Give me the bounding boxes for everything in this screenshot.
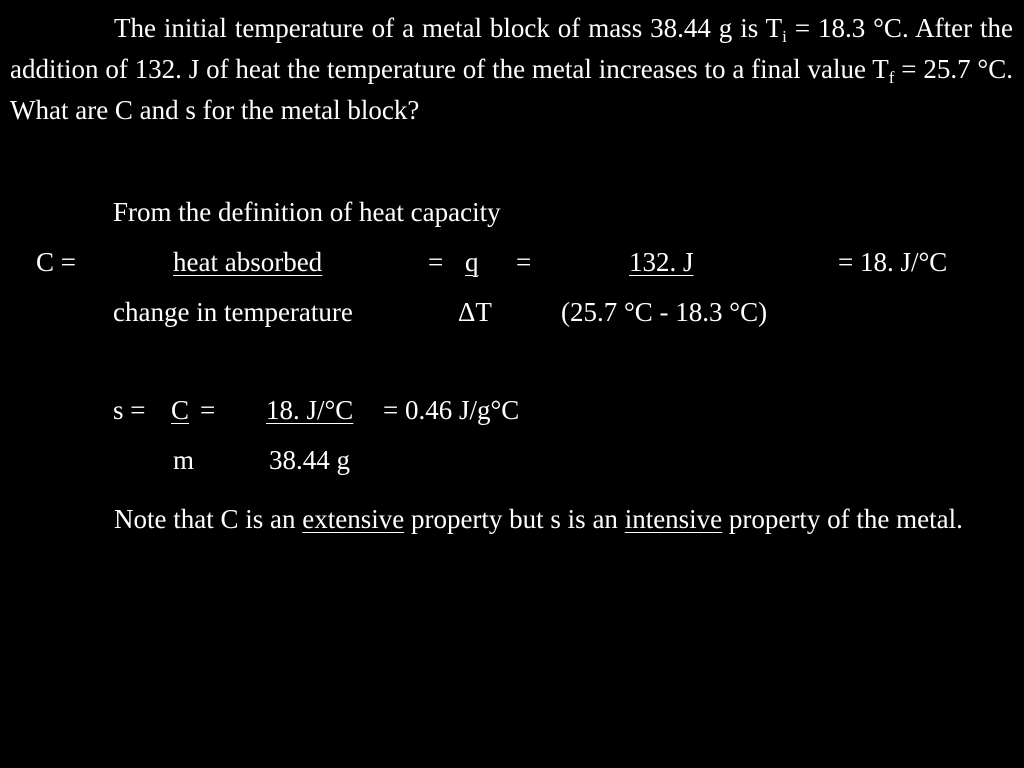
c-symbol: C [171, 395, 190, 425]
problem-text-a: The initial temperature of a metal block of mass 38.44 g is T [114, 13, 783, 43]
temperature-change-label: change in temperature [113, 297, 353, 327]
heat-capacity-value: 18. J/°C [266, 395, 354, 425]
heat-value: 132. J [629, 247, 694, 277]
note-text-1: Note that C is an [114, 504, 303, 534]
problem-text-c: = 25.7 °C. What are C and s for the metal block? [10, 54, 1013, 125]
note-text-3: property of the metal. [722, 504, 963, 534]
heat-capacity-intro: From the definition of heat capacity [113, 197, 501, 227]
equals-sign-2: = [516, 247, 532, 277]
mass-symbol: m [173, 445, 195, 475]
mass-value: 38.44 g [269, 445, 350, 475]
note-paragraph [10, 499, 1013, 540]
subscript-i: i [782, 27, 787, 46]
temperature-difference: (25.7 °C - 18.3 °C) [561, 297, 768, 327]
specific-heat-lhs: s = [113, 395, 146, 425]
specific-heat-result: = 0.46 J/g°C [383, 395, 520, 425]
heat-capacity-lhs: C = [36, 247, 76, 277]
heat-capacity-result: = 18. J/°C [838, 247, 948, 277]
specific-heat-equals: = [200, 395, 216, 425]
subscript-f: f [888, 68, 895, 87]
equals-sign-1: = [428, 247, 444, 277]
intensive-term: intensive [624, 504, 723, 534]
problem-statement [10, 8, 1013, 131]
problem-text-b: = 18.3 °C. After the addition of 132. J of heat the temperature of the metal increases to a final value T [10, 13, 1013, 84]
note-text-2: property but s is an [404, 504, 625, 534]
q-symbol: q [465, 247, 479, 277]
heat-absorbed-label: heat absorbed [173, 247, 323, 277]
extensive-term: extensive [302, 504, 405, 534]
delta-t-symbol: ΔT [458, 297, 492, 327]
